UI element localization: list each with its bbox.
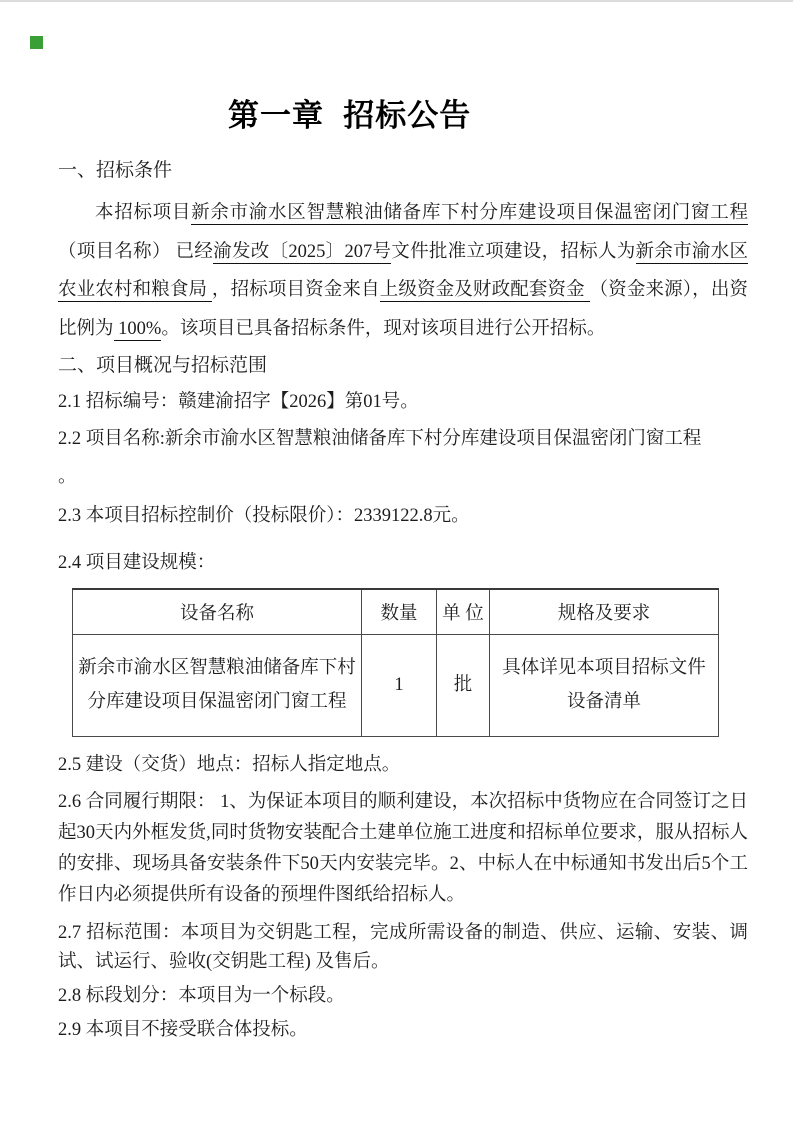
header-spec-requirements: 规格及要求 bbox=[490, 589, 719, 634]
item-project-name-tail: 。 bbox=[58, 467, 77, 487]
underlined-approval-number: 渝发改〔2025〕207号 bbox=[213, 241, 392, 262]
item-delivery-place: 2.5 建设（交货）地点：招标人指定地点。 bbox=[58, 754, 401, 775]
chapter-title: 第一章 招标公告 bbox=[228, 98, 472, 133]
paragraph-segment: 本招标项目 bbox=[95, 203, 192, 223]
section2-heading: 二、项目概况与招标范围 bbox=[58, 355, 268, 376]
item-bid-number: 2.1 招标编号：赣建渝招字【2026】第01号。 bbox=[58, 392, 419, 412]
table-row bbox=[73, 634, 719, 736]
underlined-fund-ratio: 100% bbox=[113, 318, 162, 339]
header-unit: 单 位 bbox=[437, 589, 490, 634]
item-project-name bbox=[58, 420, 748, 496]
underlined-project-name: 新余市渝水区智慧粮油储备库下村分库建设项目保温密闭门窗工程 bbox=[191, 203, 748, 223]
cell-unit: 批 bbox=[437, 634, 490, 736]
item-project-name-text: 2.2 项目名称:新余市渝水区智慧粮油储备库下村分库建设项目保温密闭门窗工程 bbox=[58, 429, 702, 449]
table-header-row bbox=[73, 589, 719, 634]
cell-equipment-name: 新余市渝水区智慧粮油储备库下村分库建设项目保温密闭门窗工程 bbox=[73, 634, 362, 736]
item-bidding-scope: 2.7 招标范围：本项目为交钥匙工程，完成所需设备的制造、供应、运输、安装、调试、试运行、验收(交钥匙工程) 及售后。 bbox=[58, 922, 748, 972]
paragraph-segment: （项目名称） 已经 bbox=[58, 241, 214, 262]
item-no-consortium: 2.9 本项目不接受联合体投标。 bbox=[58, 1019, 308, 1040]
cell-quantity: 1 bbox=[362, 634, 437, 736]
equipment-table bbox=[72, 588, 719, 737]
item-construction-scale: 2.4 项目建设规模： bbox=[58, 553, 216, 573]
header-quantity: 数量 bbox=[362, 589, 437, 634]
item-section-division: 2.8 标段划分：本项目为一个标段。 bbox=[58, 985, 345, 1006]
cell-spec-requirements: 具体详见本项目招标文件设备清单 bbox=[490, 634, 719, 736]
paragraph-segment: （资金来源），出资比例为 bbox=[58, 280, 748, 339]
paragraph-segment: ，招标项目资金来自 bbox=[211, 280, 380, 300]
underlined-fund-source: 上级资金及财政配套资金 bbox=[379, 280, 590, 300]
header-equipment-name: 设备名称 bbox=[73, 589, 362, 634]
section1-heading: 一、招标条件 bbox=[58, 160, 173, 181]
item-control-price: 2.3 本项目招标控制价（投标限价）：2339122.8元。 bbox=[58, 506, 470, 526]
paragraph-segment: 。该项目已具备招标条件，现对该项目进行公开招标。 bbox=[161, 318, 606, 339]
item-contract-period: 2.6 合同履行期限： 1、为保证本项目的顺利建设，本次招标中货物应在合同签订之日起30天内外框发货,同时货物安装配合土建单位施工进度和招标单位要求，服从招标人的安排、现场具备安装条件下50天内安装完毕。2、中标人在中标通知书发出后5个工作日内必须提供所有设备的预埋件图纸给招标人。 bbox=[58, 791, 748, 905]
paragraph-segment: 文件批准立项建设，招标人为 bbox=[391, 241, 636, 262]
underlined-tenderer-name: 新余市渝水区农业农村和粮食局 bbox=[58, 241, 748, 300]
bidding-conditions-paragraph bbox=[58, 194, 748, 348]
